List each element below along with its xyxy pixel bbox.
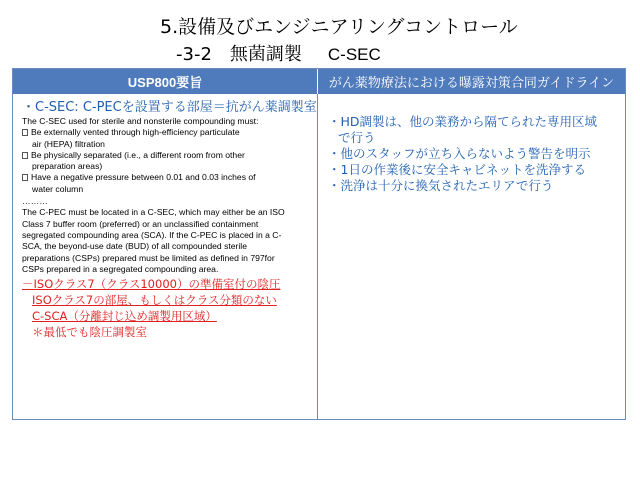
eng-item: Be physically separated (i.e., a different room from other xyxy=(22,150,312,161)
red-line: ＊最低でも陰圧調製室 xyxy=(32,325,147,340)
usp800-english-text xyxy=(22,116,312,275)
eng-para-line: segregated compounding area (SCA). If the C-PEC is placed in a C- xyxy=(22,229,282,240)
checkbox-glyph-icon xyxy=(22,129,28,136)
eng-para-line: The C-PEC must be located in a C-SEC, which may either be an ISO xyxy=(22,207,285,218)
guideline-point: ・HD調製は、他の業務から隔てられた専用区域 xyxy=(328,114,598,129)
usp800-cell xyxy=(13,94,318,419)
title-line-2 xyxy=(176,40,381,66)
eng-para-line: preparations (CSPs) prepared must be limited as defined in 797for xyxy=(22,252,275,263)
header-usp800: USP800要旨 xyxy=(13,69,318,94)
title-line-1: 5.設備及びエンジニアリングコントロール xyxy=(160,16,518,38)
red-line: ISOクラス7の部屋、もしくはクラス分類のない xyxy=(32,293,277,308)
eng-item-cont: preparation areas) xyxy=(32,161,103,172)
title-line-2-prefix: -3-2 無菌調製 xyxy=(176,44,302,65)
checkbox-glyph-icon xyxy=(22,152,28,159)
eng-para-line: Class 7 buffer room (preferred) or an unclassified containment xyxy=(22,218,259,229)
guideline-point: ・洗浄は十分に換気されたエリアで行う xyxy=(328,178,554,193)
eng-para-line: CSPs prepared in a segregated compounding area. xyxy=(22,263,219,274)
red-line: －ISOクラス7（クラス10000）の準備室付の陰圧 xyxy=(22,277,281,292)
eng-item-cont: water column xyxy=(32,183,84,194)
guideline-cell xyxy=(318,94,625,419)
eng-item: Have a negative pressure between 0.01 and 0.03 inches of xyxy=(22,172,312,183)
eng-item: Be externally vented through high-efficiency particulate xyxy=(22,127,312,138)
eng-para-line: SCA, the beyond-use date (BUD) of all compounded sterile xyxy=(22,241,247,252)
checkbox-glyph-icon xyxy=(22,174,28,181)
header-guideline: がん薬物療法における曝露対策合同ガイドライン xyxy=(318,69,625,94)
guideline-point: ・1日の作業後に安全キャビネットを洗浄する xyxy=(328,162,586,177)
red-line: C-SCA（分離封じ込め調製用区域） xyxy=(32,309,217,324)
guideline-point: ・他のスタッフが立ち入らないよう警告を明示 xyxy=(328,146,591,161)
title-line-2-suffix: C-SEC xyxy=(327,45,381,64)
eng-item-cont: air (HEPA) filtration xyxy=(32,138,105,149)
eng-intro: The C-SEC used for sterile and nonsterile compounding must: xyxy=(22,116,259,126)
japanese-summary xyxy=(22,276,312,340)
eng-dots: ……… xyxy=(22,196,48,207)
comparison-table xyxy=(12,68,626,420)
guideline-points xyxy=(328,114,618,194)
guideline-point-cont: で行う xyxy=(338,130,376,145)
csec-heading: ・C-SEC: C-PECを設置する部屋＝抗がん薬調製室 xyxy=(22,100,317,115)
